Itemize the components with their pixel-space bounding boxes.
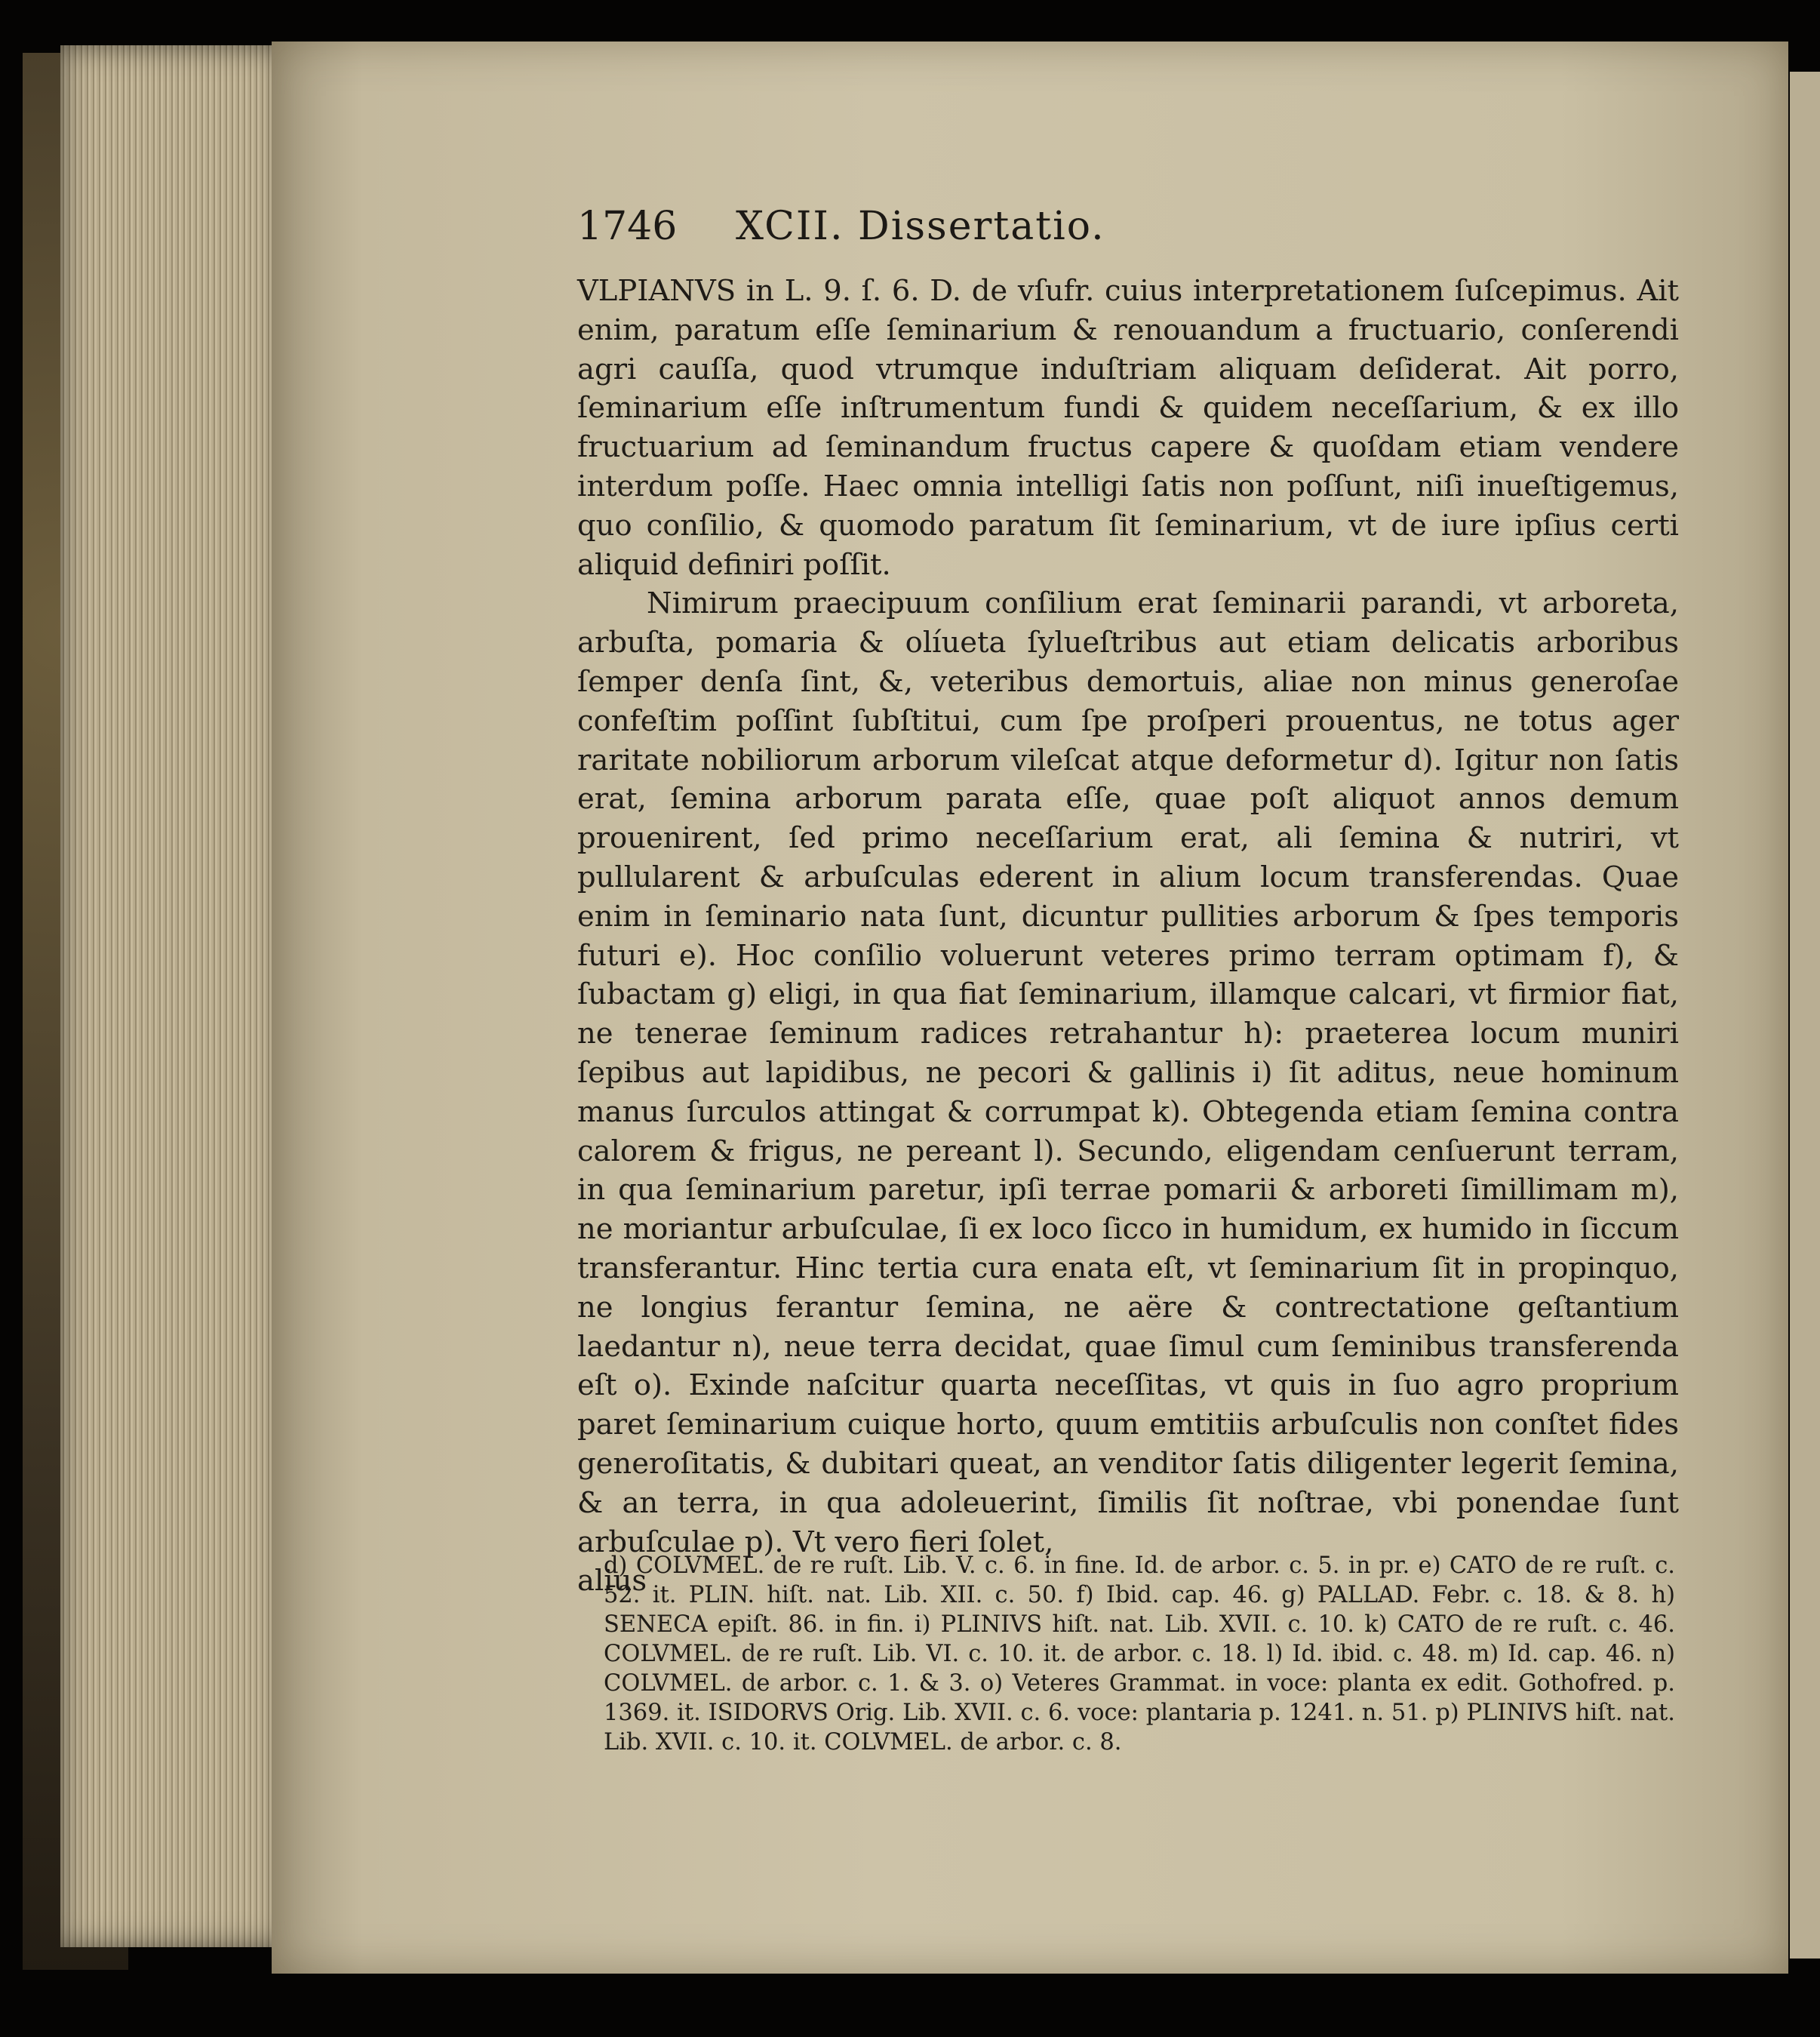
page-edges — [60, 45, 287, 1947]
page-number: 1746 — [577, 204, 678, 249]
paragraph: VLPIANVS in L. 9. ſ. 6. D. de vſufr. cuius interpretationem ſuſcepimus. Ait enim, paratum eſſe ſeminarium & renouandum a fructuario, conſerendi agri cauſſa, quod vtrumque induſtriam aliquam deſiderat. Ait porro, ſeminarium eſſe inſtrumentum fundi & quidem neceſſarium, & ex illo fructuarium ad ſeminandum fructus capere & quoſdam etiam vendere interdum poſſe. Haec omnia intelligi ſatis non poſſunt, niſi inueſtigemus, quo conſilio, & quomodo paratum ſit ſeminarium, vt de iure ipſius certi aliquid definiri poſſit. — [577, 274, 1679, 582]
main-text — [577, 272, 1679, 1601]
running-header — [577, 204, 1683, 257]
footnotes: d) COLVMEL. de re ruſt. Lib. V. c. 6. in fine. Id. de arbor. c. 5. in pr. e) CATO de re ruſt. c. 52. it. PLIN. hiſt. nat. Lib. XII. c. 50. f) Ibid. cap. 46. g) PALLAD. Febr. c. 18. & 8. h) SENECA epiſt. 86. in fin. i) PLINIVS hiſt. nat. Lib. XVII. c. 10. k) CATO de re ruſt. c. 46. COLVMEL. de re ruſt. Lib. VI. c. 10. it. de arbor. c. 18. l) Id. ibid. c. 48. m) Id. cap. 46. n) COLVMEL. de arbor. c. 1. & 3. o) Veteres Grammat. in voce: planta ex edit. Gothofred. p. 1369. it. ISIDORVS Orig. Lib. XVII. c. 6. voce: plantaria p. 1241. n. 51. p) PLINIVS hiſt. nat. Lib. XVII. c. 10. it. COLVMEL. de arbor. c. 8. — [604, 1552, 1675, 1755]
section-title: XCII. Dissertatio. — [736, 204, 1105, 249]
facing-page-edge — [1790, 72, 1820, 1959]
catchword: alius — [577, 1564, 647, 1599]
paragraph: Nimirum praecipuum conſilium erat ſeminarii parandi, vt arboreta, arbuſta, pomaria & olíueta ſylueſtribus aut etiam delicatis arboribus ſemper denſa ſint, &, veteribus demortuis, aliae non minus generoſae confeſtim poſſint ſubſtitui, cum ſpe proſperi prouentus, ne totus ager raritate nobiliorum arborum vileſcat atque deformetur d). Igitur non ſatis erat, ſemina arborum parata eſſe, quae poſt aliquot annos demum prouenirent, ſed primo neceſſarium erat, ali ſemina & nutriri, vt pullularent & arbuſculas ederent in alium locum transferendas. Quae enim in ſeminario nata ſunt, dicuntur pullities arborum & ſpes temporis futuri e). Hoc conſilio voluerunt veteres primo terram optimam f), & ſubactam g) eligi, in qua fiat ſeminarium, illamque calcari, vt firmior fiat, ne tenerae ſeminum radices retrahantur h): praeterea locum muniri ſepibus aut lapidibus, ne pecori & gallinis i) ſit aditus, neue hominum manus ſurculos attingat & corrumpat k). Obtegenda etiam ſemina contra calorem & frigus, ne pereant l). Secundo, eligendam cenſuerunt terram, in qua ſeminarium paretur, ipſi terrae pomarii & arboreti ſimillimam m), ne moriantur arbuſculae, ſi ex loco ſicco in humidum, ex humido in ſiccum transferantur. Hinc tertia cura enata eſt, vt ſeminarium ſit in propinquo, ne longius ferantur ſemina, ne aëre & contrectatione geſtantium laedantur n), neue terra decidat, quae ſimul cum ſeminibus transferenda eſt o). Exinde naſcitur quarta neceſſitas, vt quis in ſuo agro proprium paret ſeminarium cuique horto, quum emtitiis arbuſculis non conſtet fides generoſitatis, & dubitari queat, an venditor ſatis diligenter legerit ſemina, & an terra, in qua adoleuerint, ſimilis ſit noſtrae, vbi ponendae ſunt arbuſculae p). Vt vero fieri ſolet, — [577, 586, 1679, 1559]
